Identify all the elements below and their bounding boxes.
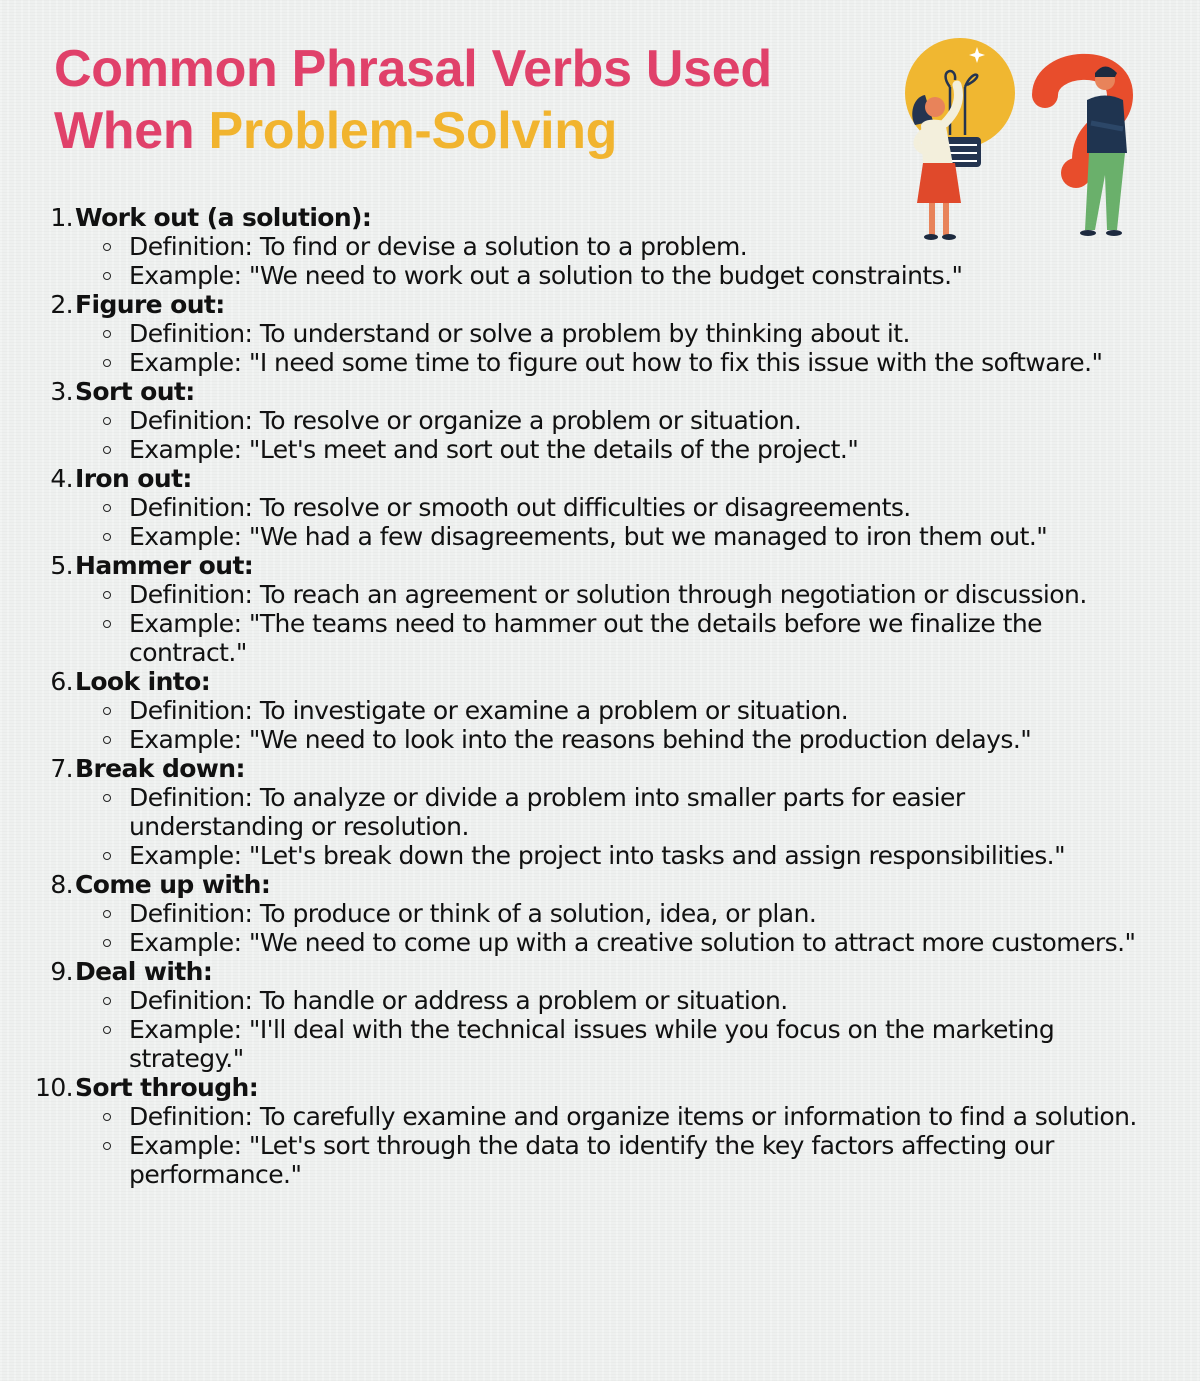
- definition: Definition: To understand or solve a problem by thinking about it.: [75, 319, 1180, 348]
- verb-term: Look into:: [75, 667, 211, 696]
- item-number: 9.: [50, 957, 73, 986]
- example: Example: "Let's break down the project into tasks and assign responsibilities.": [75, 841, 1180, 870]
- bullet-circle-icon: [103, 852, 111, 860]
- example: Example: "Let's sort through the data to identify the key factors affecting our performance.": [75, 1131, 1180, 1189]
- bullet-circle-icon: [103, 330, 111, 338]
- definition: Definition: To investigate or examine a problem or situation.: [75, 696, 1180, 725]
- phrasal-verb-item: [0, 290, 1180, 377]
- title-line-1: Common Phrasal Verbs Used: [54, 40, 772, 98]
- verb-term: Hammer out:: [75, 551, 254, 580]
- verb-term: Sort through:: [75, 1073, 259, 1102]
- page-title: [54, 38, 772, 162]
- example: Example: "I'll deal with the technical issues while you focus on the marketing strategy.": [75, 1015, 1180, 1073]
- example: Example: "We need to come up with a creative solution to attract more customers.": [75, 928, 1180, 957]
- phrasal-verb-item: [0, 203, 1180, 290]
- bullet-circle-icon: [103, 997, 111, 1005]
- phrasal-verb-item: [0, 754, 1180, 870]
- phrasal-verb-item: [0, 870, 1180, 957]
- definition: Definition: To analyze or divide a problem into smaller parts for easier understanding or resolution.: [75, 783, 1180, 841]
- definition: Definition: To resolve or organize a problem or situation.: [75, 406, 1180, 435]
- item-number: 8.: [50, 870, 73, 899]
- bullet-circle-icon: [103, 736, 111, 744]
- bullet-circle-icon: [103, 910, 111, 918]
- example: Example: "The teams need to hammer out the details before we finalize the contract.": [75, 609, 1180, 667]
- example: Example: "We had a few disagreements, but we managed to iron them out.": [75, 522, 1180, 551]
- bullet-circle-icon: [103, 1026, 111, 1034]
- verb-term: Figure out:: [75, 290, 225, 319]
- bullet-circle-icon: [103, 1142, 111, 1150]
- bullet-circle-icon: [103, 533, 111, 541]
- bullet-circle-icon: [103, 504, 111, 512]
- bullet-circle-icon: [103, 591, 111, 599]
- definition: Definition: To handle or address a problem or situation.: [75, 986, 1180, 1015]
- example: Example: "Let's meet and sort out the details of the project.": [75, 435, 1180, 464]
- phrasal-verb-item: [0, 551, 1180, 667]
- bullet-circle-icon: [103, 620, 111, 628]
- phrasal-verb-item: [0, 377, 1180, 464]
- item-number: 7.: [50, 754, 73, 783]
- item-number: 1.: [50, 203, 73, 232]
- bullet-circle-icon: [103, 417, 111, 425]
- phrasal-verb-item: [0, 464, 1180, 551]
- item-number: 3.: [50, 377, 73, 406]
- definition: Definition: To resolve or smooth out difficulties or disagreements.: [75, 493, 1180, 522]
- bullet-circle-icon: [103, 939, 111, 947]
- definition: Definition: To reach an agreement or solution through negotiation or discussion.: [75, 580, 1180, 609]
- definition: Definition: To carefully examine and organize items or information to find a solution.: [75, 1102, 1180, 1131]
- phrasal-verb-list: [0, 203, 1180, 1189]
- item-number: 4.: [50, 464, 73, 493]
- item-number: 6.: [50, 667, 73, 696]
- example: Example: "We need to look into the reasons behind the production delays.": [75, 725, 1180, 754]
- definition: Definition: To find or devise a solution to a problem.: [75, 232, 1180, 261]
- phrasal-verb-item: [0, 1073, 1180, 1189]
- verb-term: Work out (a solution):: [75, 203, 372, 232]
- verb-term: Iron out:: [75, 464, 192, 493]
- bullet-circle-icon: [103, 359, 111, 367]
- title-highlight: Problem-Solving: [208, 102, 618, 160]
- verb-term: Come up with:: [75, 870, 271, 899]
- bullet-circle-icon: [103, 707, 111, 715]
- item-number: 5.: [50, 551, 73, 580]
- example: Example: "I need some time to figure out how to fix this issue with the software.": [75, 348, 1180, 377]
- bullet-circle-icon: [103, 243, 111, 251]
- verb-term: Break down:: [75, 754, 245, 783]
- title-line-2-prefix: When: [54, 102, 209, 160]
- phrasal-verb-item: [0, 957, 1180, 1073]
- bullet-circle-icon: [103, 1113, 111, 1121]
- definition: Definition: To produce or think of a solution, idea, or plan.: [75, 899, 1180, 928]
- verb-term: Deal with:: [75, 957, 213, 986]
- bullet-circle-icon: [103, 446, 111, 454]
- bullet-circle-icon: [103, 794, 111, 802]
- example: Example: "We need to work out a solution to the budget constraints.": [75, 261, 1180, 290]
- item-number: 10.: [35, 1073, 73, 1102]
- verb-term: Sort out:: [75, 377, 195, 406]
- item-number: 2.: [50, 290, 73, 319]
- phrasal-verb-item: [0, 667, 1180, 754]
- bullet-circle-icon: [103, 272, 111, 280]
